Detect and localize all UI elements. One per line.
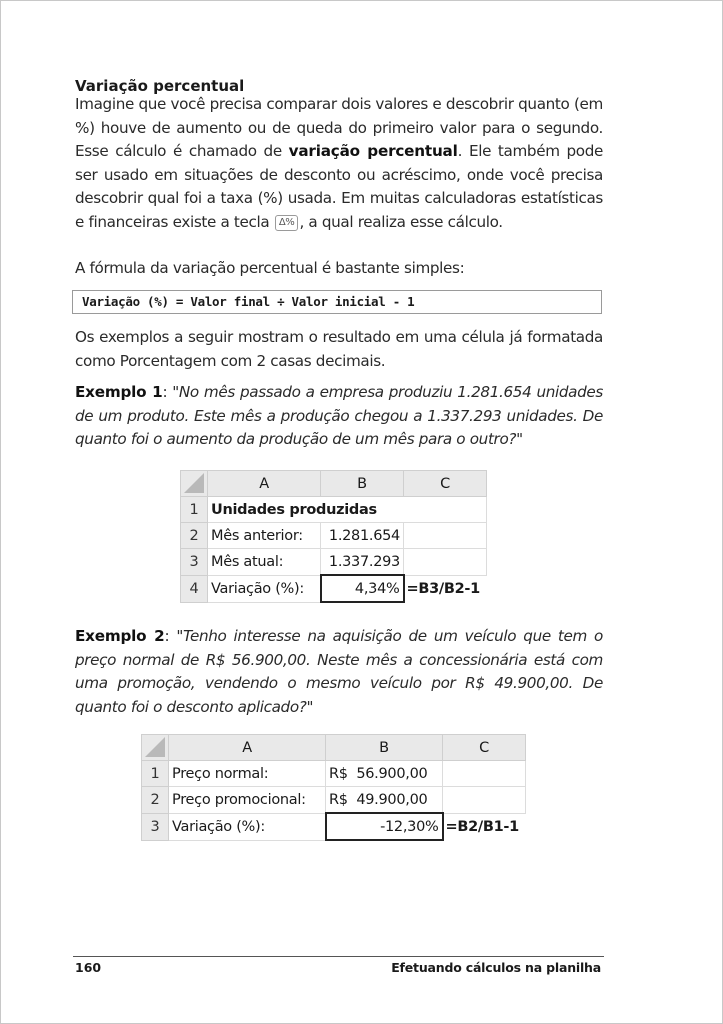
table-row: [142, 761, 526, 787]
row-header[interactable]: 2: [181, 523, 208, 549]
column-header-c[interactable]: C: [404, 471, 487, 497]
table-row: [142, 813, 526, 840]
cell-c1[interactable]: [443, 761, 526, 787]
table-row: [142, 787, 526, 814]
formula-box: Variação (%) = Valor final ÷ Valor inicial - 1: [72, 290, 602, 314]
formula-intro: A fórmula da variação percentual é bastante simples:: [75, 259, 465, 277]
example2-text: "Tenho interesse na aquisição de um veículo que tem o preço normal de R$ 56.900,00. Neste mês a concessionária está com uma promoção, vendendo o mesmo veículo por R$ 49.900,00. De quanto foi o desconto aplicado?": [75, 627, 603, 716]
select-all-corner[interactable]: [181, 471, 208, 497]
example2-spreadsheet: [141, 734, 526, 841]
select-all-corner[interactable]: [142, 735, 169, 761]
intro-text-1: Imagine que você precisa comparar dois valores e descobrir quanto (em %) houve de aumento ou de queda do primeiro valor para o segundo. Esse cálculo é chamado de: [75, 95, 603, 160]
intro-paragraph: [75, 93, 603, 234]
example2-separator: :: [164, 627, 177, 645]
intro-text-2: . Ele também pode ser usado em situações de desconto ou acréscimo, onde você precisa descobrir qual foi a taxa (%) usada. Em muitas calculadoras estatísticas e financeiras existe a tecla: [75, 142, 604, 231]
row-header[interactable]: 1: [181, 497, 208, 523]
cell-a1[interactable]: Preço normal:: [169, 761, 326, 787]
example1-text: "No mês passado a empresa produziu 1.281.654 unidades de um produto. Este mês a produção chegou a 1.337.293 unidades. De quanto foi o aumento da produção de um mês para o outro?": [75, 383, 603, 448]
cell-a3[interactable]: Mês atual:: [208, 549, 321, 576]
cell-b3-selected[interactable]: -12,30%: [326, 813, 443, 840]
page-number: 160: [75, 960, 102, 975]
cell-b3[interactable]: 1.337.293: [321, 549, 404, 576]
table-row: [181, 523, 487, 549]
example2-label: Exemplo 2: [75, 627, 165, 645]
row-header[interactable]: 3: [142, 813, 169, 840]
table-row: [181, 549, 487, 576]
row-header[interactable]: 2: [142, 787, 169, 814]
chapter-title: Efetuando cálculos na planilha: [391, 960, 601, 975]
row-header[interactable]: 4: [181, 575, 208, 602]
formula-annotation: =B3/B2-1: [406, 580, 480, 597]
cell-b4-selected[interactable]: 4,34%: [321, 575, 404, 602]
cell-a2[interactable]: Preço promocional:: [169, 787, 326, 814]
intro-bold-term: variação percentual: [288, 142, 458, 160]
column-header-b[interactable]: B: [321, 471, 404, 497]
column-header-a[interactable]: A: [208, 471, 321, 497]
example1-separator: :: [162, 383, 173, 401]
example2-paragraph: [75, 625, 603, 719]
column-header-row: [142, 735, 526, 761]
cell-a2[interactable]: Mês anterior:: [208, 523, 321, 549]
column-header-row: [181, 471, 487, 497]
cell-a3[interactable]: Variação (%):: [169, 813, 326, 840]
delta-percent-key-icon: Δ%: [275, 215, 299, 231]
intro-text-3: , a qual realiza esse cálculo.: [299, 212, 503, 231]
table-row: [181, 575, 487, 602]
cell-c2[interactable]: [404, 523, 487, 549]
cell-c2[interactable]: [443, 787, 526, 814]
cell-c3[interactable]: [404, 549, 487, 576]
cell-b1[interactable]: R$ 56.900,00: [326, 761, 443, 787]
example1-spreadsheet: [180, 470, 487, 603]
cell-b2[interactable]: R$ 49.900,00: [326, 787, 443, 814]
example1-paragraph: [75, 381, 603, 452]
cell-b2[interactable]: 1.281.654: [321, 523, 404, 549]
row-header[interactable]: 3: [181, 549, 208, 576]
cell-a1[interactable]: Unidades produzidas: [208, 497, 404, 523]
formula-annotation: =B2/B1-1: [445, 818, 519, 835]
column-header-b[interactable]: B: [326, 735, 443, 761]
corner-triangle-icon: [145, 737, 165, 757]
column-header-c[interactable]: C: [443, 735, 526, 761]
example1-label: Exemplo 1: [75, 383, 163, 401]
section-title: Variação percentual: [75, 77, 245, 95]
column-header-a[interactable]: A: [169, 735, 326, 761]
footer-divider: [73, 956, 604, 957]
cell-c1[interactable]: [404, 497, 487, 523]
examples-note: Os exemplos a seguir mostram o resultado em uma célula já formatada como Porcentagem com 2 casas decimais.: [75, 328, 603, 370]
table-row: [181, 497, 487, 523]
cell-a4[interactable]: Variação (%):: [208, 575, 321, 602]
corner-triangle-icon: [184, 473, 204, 493]
row-header[interactable]: 1: [142, 761, 169, 787]
